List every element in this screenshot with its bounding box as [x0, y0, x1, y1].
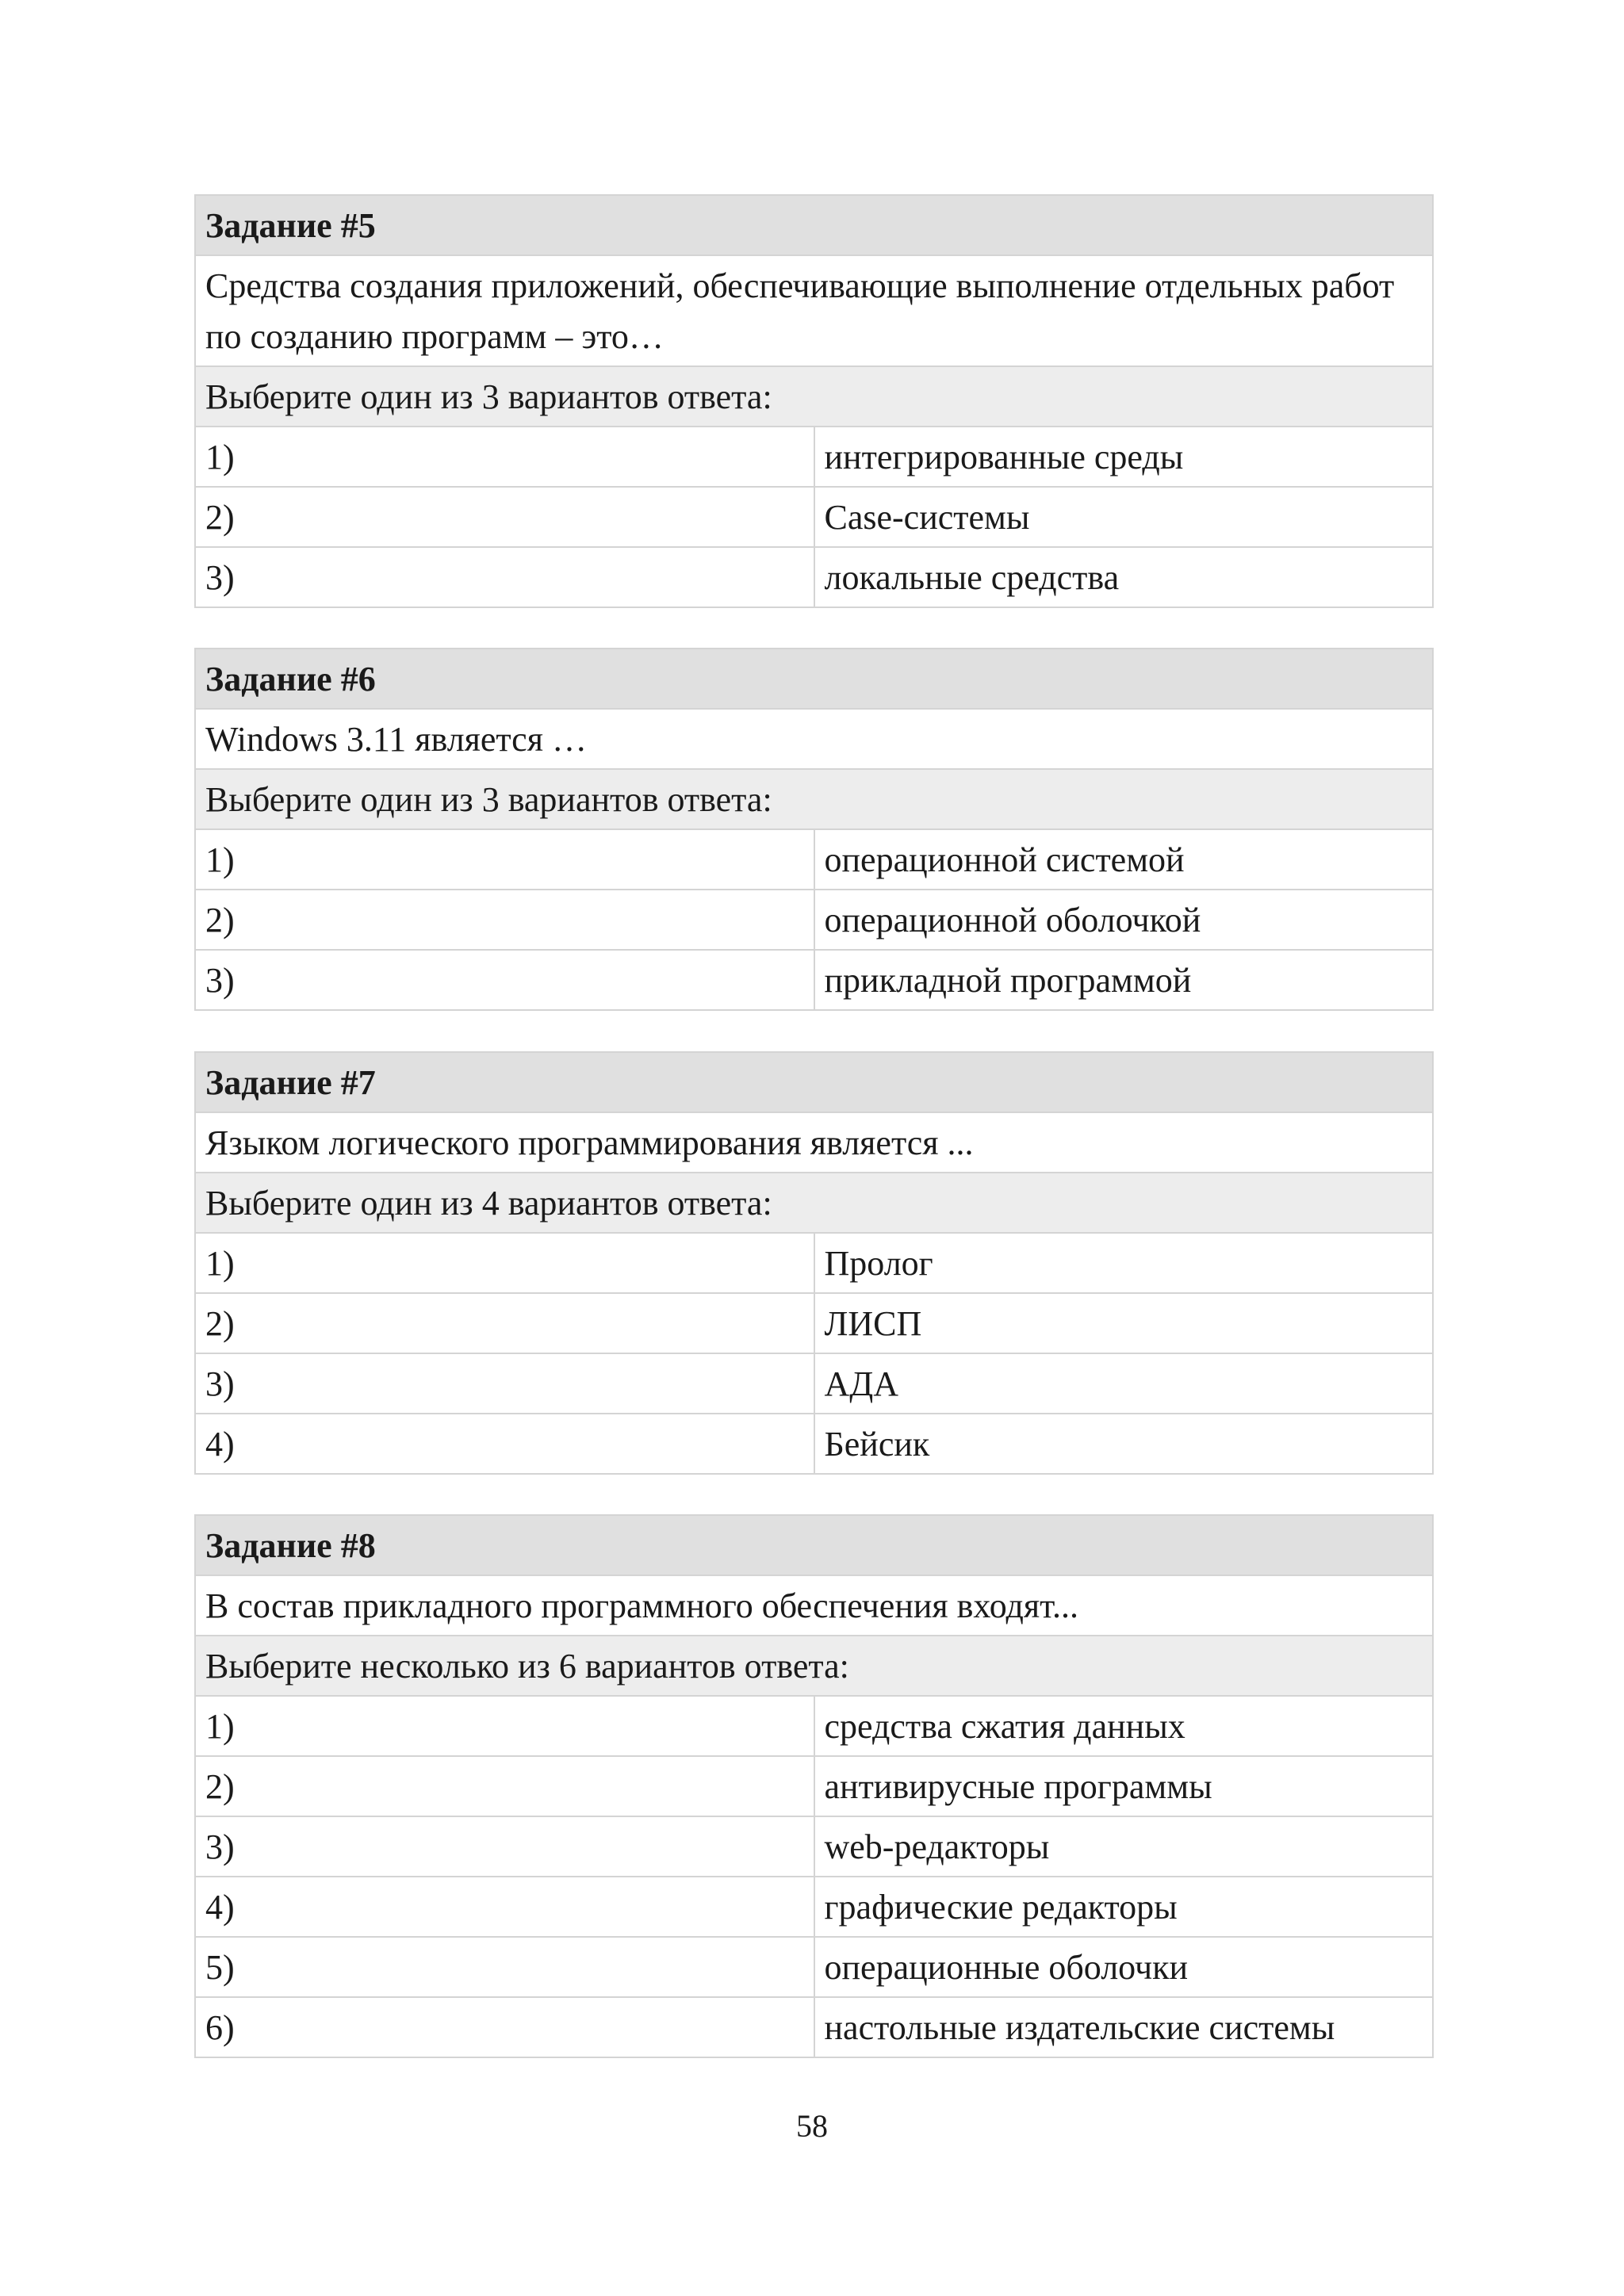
- answer-option: [195, 1414, 1433, 1474]
- answer-option: [195, 1756, 1433, 1816]
- answer-option: [195, 1353, 1433, 1414]
- option-text: web-редакторы: [814, 1816, 1434, 1877]
- option-text: интегрированные среды: [814, 427, 1434, 487]
- option-text: прикладной программой: [814, 950, 1434, 1010]
- answer-option: [195, 1877, 1433, 1937]
- option-number: 2): [195, 1293, 814, 1353]
- option-text: локальные средства: [814, 547, 1434, 607]
- task-instruction: Выберите один из 3 вариантов ответа:: [195, 769, 1433, 829]
- option-number: 1): [195, 829, 814, 890]
- task-question: В состав прикладного программного обеспечения входят...: [195, 1575, 1433, 1636]
- option-number: 2): [195, 890, 814, 950]
- answer-option: [195, 1233, 1433, 1293]
- option-number: 4): [195, 1877, 814, 1937]
- task-instruction: Выберите несколько из 6 вариантов ответа:: [195, 1636, 1433, 1696]
- option-text: ЛИСП: [814, 1293, 1434, 1353]
- answer-option: [195, 547, 1433, 607]
- task-8-table: [194, 1514, 1434, 2058]
- task-5-table: [194, 194, 1434, 608]
- option-text: графические редакторы: [814, 1877, 1434, 1937]
- task-title: Задание #6: [195, 649, 1433, 709]
- task-7-table: [194, 1051, 1434, 1475]
- task-question: Языком логического программирования является ...: [195, 1112, 1433, 1173]
- answer-option: [195, 487, 1433, 547]
- answer-option: [195, 890, 1433, 950]
- task-title: Задание #7: [195, 1052, 1433, 1112]
- answer-option: [195, 1696, 1433, 1756]
- task-6-table: [194, 648, 1434, 1011]
- option-number: 3): [195, 950, 814, 1010]
- option-number: 3): [195, 547, 814, 607]
- answer-option: [195, 1816, 1433, 1877]
- option-number: 5): [195, 1937, 814, 1997]
- option-text: антивирусные программы: [814, 1756, 1434, 1816]
- task-question: Windows 3.11 является …: [195, 709, 1433, 769]
- option-text: Бейсик: [814, 1414, 1434, 1474]
- option-number: 1): [195, 1696, 814, 1756]
- task-question: Средства создания приложений, обеспечивающие выполнение отдельных работ по созданию программ – это…: [195, 255, 1433, 366]
- task-title: Задание #5: [195, 195, 1433, 255]
- option-text: операционные оболочки: [814, 1937, 1434, 1997]
- option-text: операционной оболочкой: [814, 890, 1434, 950]
- option-text: Пролог: [814, 1233, 1434, 1293]
- option-number: 2): [195, 487, 814, 547]
- option-number: 1): [195, 1233, 814, 1293]
- answer-option: [195, 950, 1433, 1010]
- task-instruction: Выберите один из 4 вариантов ответа:: [195, 1173, 1433, 1233]
- option-text: Case-системы: [814, 487, 1434, 547]
- option-text: настольные издательские системы: [814, 1997, 1434, 2057]
- answer-option: [195, 1997, 1433, 2057]
- answer-option: [195, 1293, 1433, 1353]
- task-instruction: Выберите один из 3 вариантов ответа:: [195, 366, 1433, 427]
- answer-option: [195, 427, 1433, 487]
- option-number: 6): [195, 1997, 814, 2057]
- option-number: 1): [195, 427, 814, 487]
- option-number: 3): [195, 1816, 814, 1877]
- option-number: 4): [195, 1414, 814, 1474]
- answer-option: [195, 1937, 1433, 1997]
- option-number: 2): [195, 1756, 814, 1816]
- option-text: операционной системой: [814, 829, 1434, 890]
- page-number: 58: [796, 2108, 828, 2144]
- answer-option: [195, 829, 1433, 890]
- option-text: средства сжатия данных: [814, 1696, 1434, 1756]
- option-number: 3): [195, 1353, 814, 1414]
- task-title: Задание #8: [195, 1515, 1433, 1575]
- option-text: АДА: [814, 1353, 1434, 1414]
